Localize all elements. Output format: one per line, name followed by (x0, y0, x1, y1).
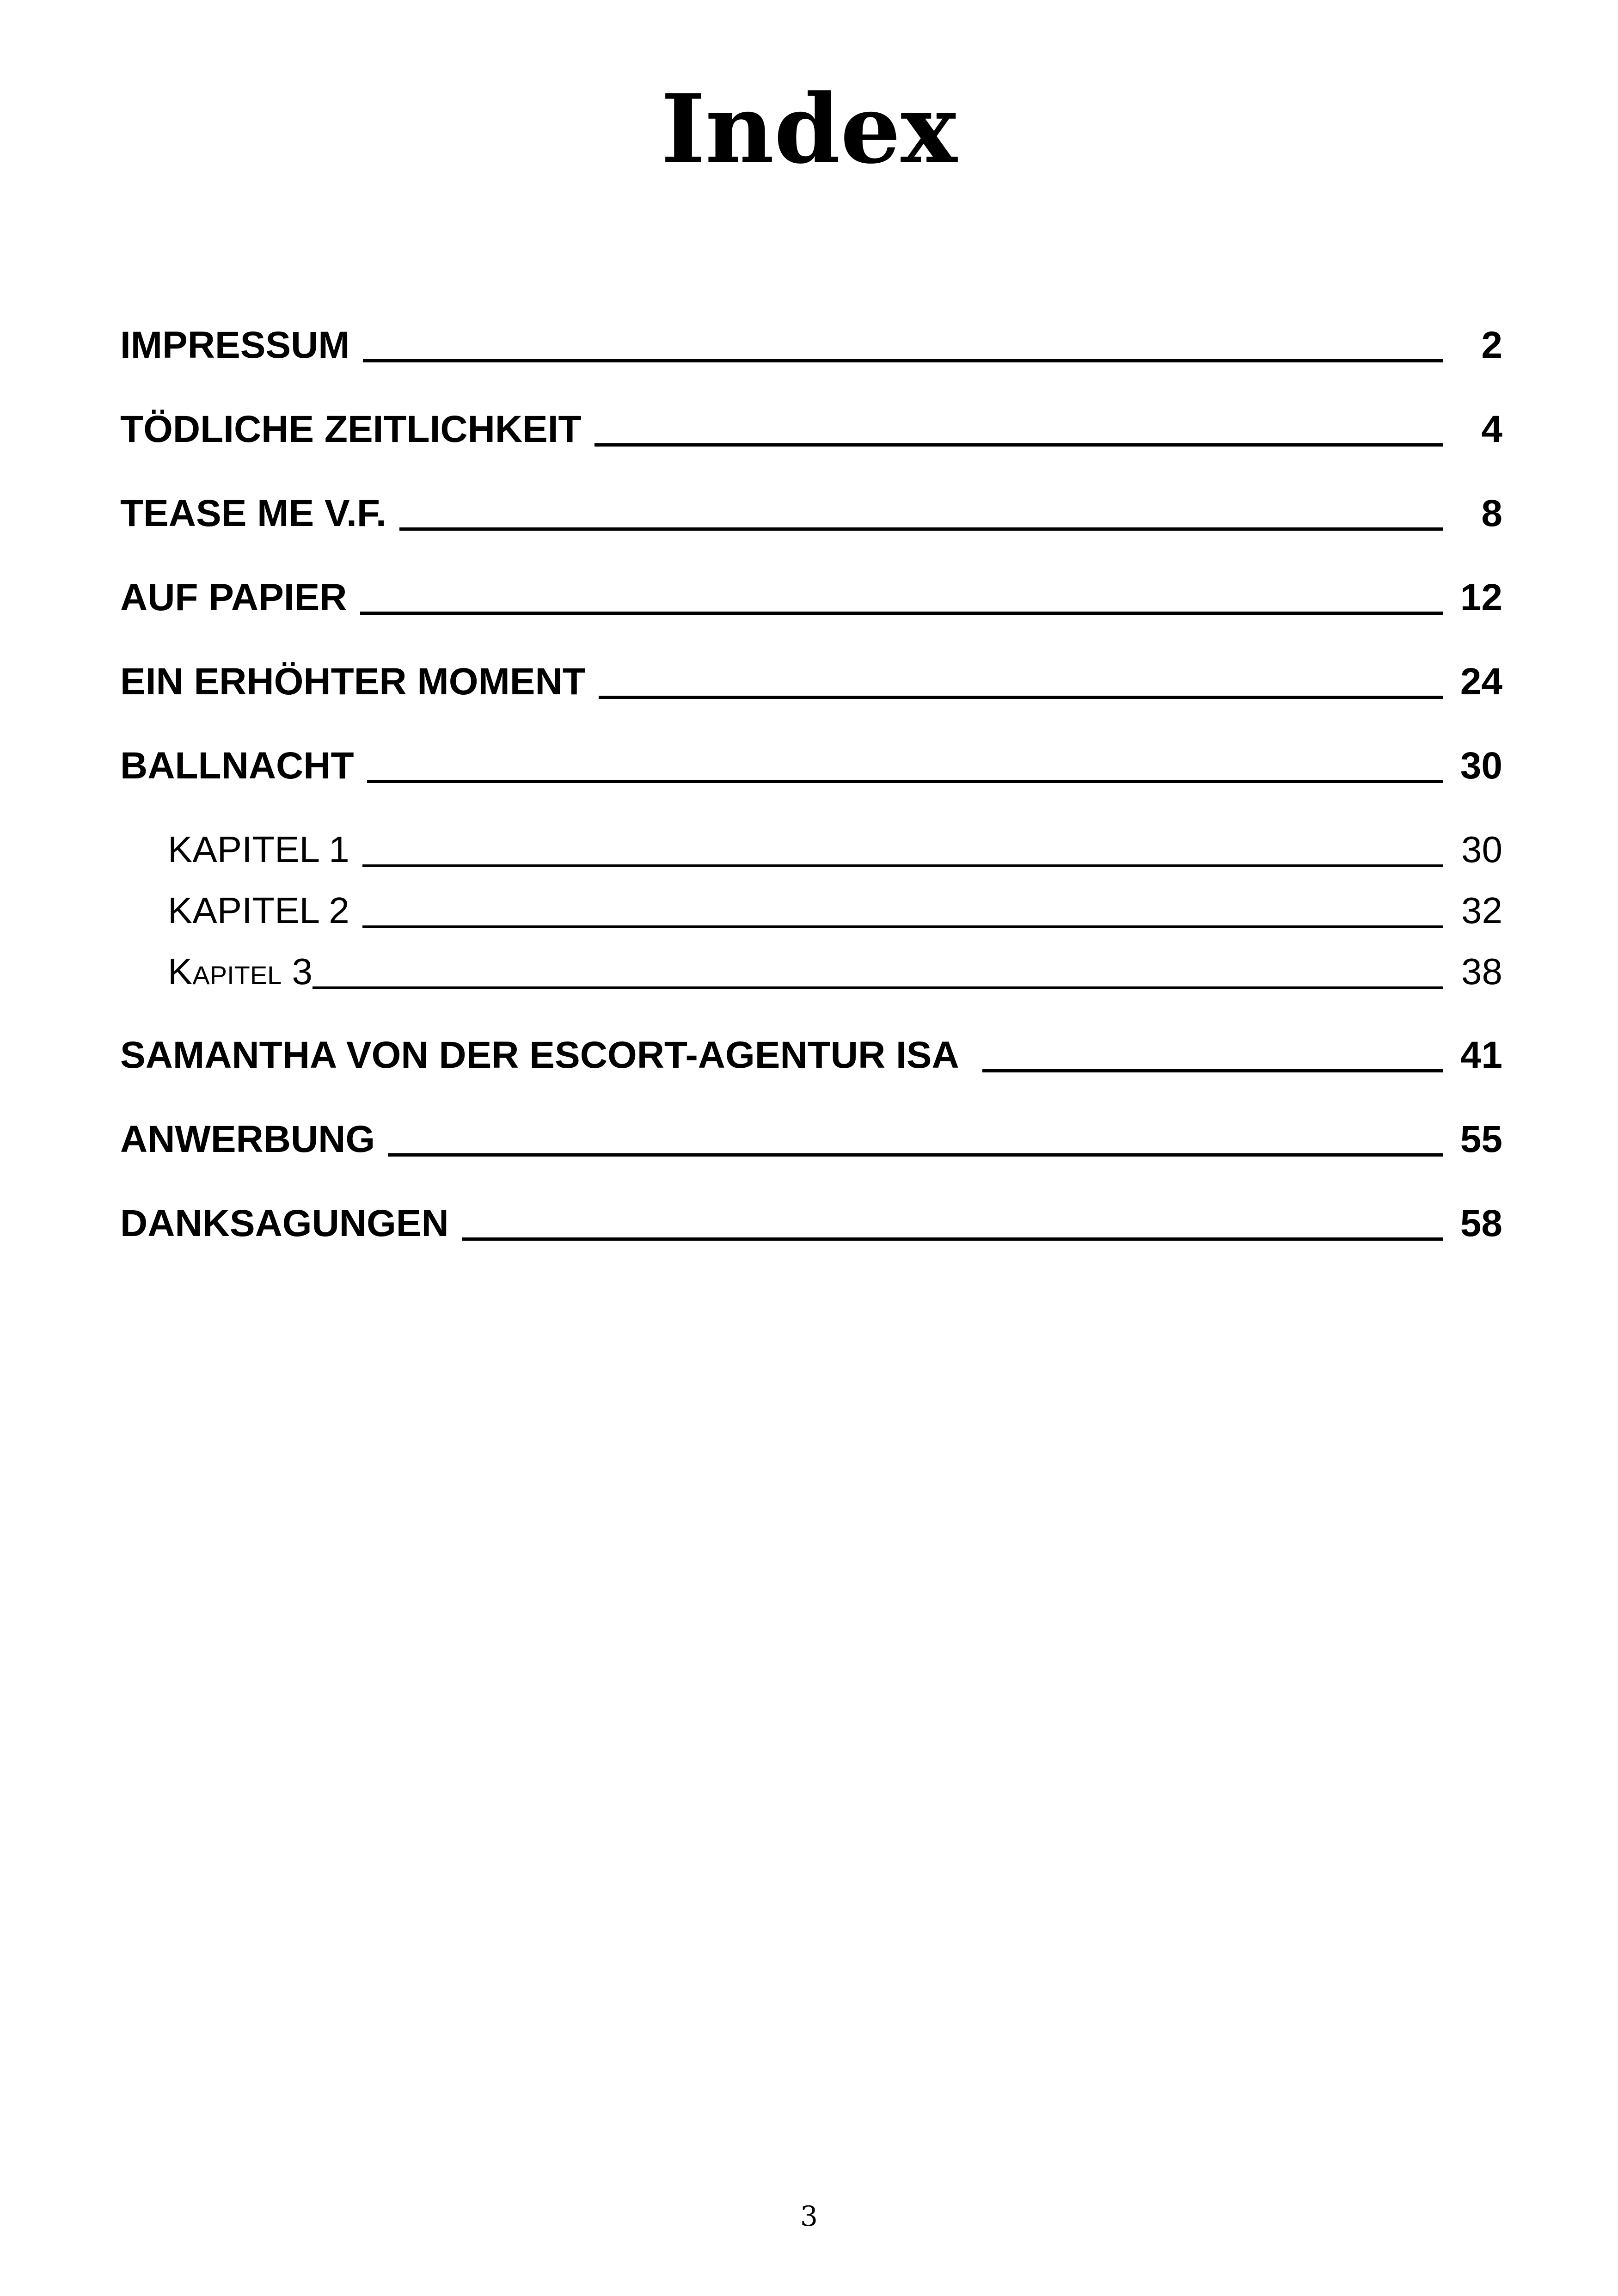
toc-entry-label: BALLNACHT (120, 745, 354, 787)
toc-entry[interactable] (120, 408, 1502, 459)
toc-leader-line (388, 1153, 1443, 1157)
toc-leader-line (362, 864, 1443, 867)
toc-subentry-label: KAPITEL 1 (168, 829, 349, 870)
page-title: Index (661, 74, 957, 185)
toc-entry[interactable] (120, 576, 1502, 627)
toc-entry-page: 2 (1481, 324, 1502, 366)
toc-entry[interactable] (120, 744, 1502, 795)
toc-entry-label: TÖDLICHE ZEITLICHKEIT (120, 408, 582, 450)
toc-leader-line (367, 780, 1443, 783)
toc-entry-label: TEASE ME V.F. (120, 492, 386, 534)
toc-leader-line (599, 696, 1443, 699)
toc-entry-page: 12 (1460, 576, 1502, 618)
toc-entry-page: 8 (1481, 492, 1502, 534)
toc-leader-line (982, 1069, 1443, 1072)
toc-leader-line (362, 925, 1443, 928)
toc-subentry[interactable] (120, 950, 1502, 1001)
toc-entry-label: SAMANTHA VON DER ESCORT-AGENTUR ISA (120, 1034, 959, 1076)
toc-entry-page: 55 (1460, 1118, 1502, 1160)
toc-entry-page: 4 (1481, 408, 1502, 450)
toc-entry[interactable] (120, 1202, 1502, 1253)
toc-entry-label: IMPRESSUM (120, 324, 350, 366)
toc-leader-line (594, 443, 1443, 447)
toc-entry-label: EIN ERHÖHTER MOMENT (120, 661, 586, 703)
toc-entry[interactable] (120, 492, 1502, 543)
toc-entry[interactable] (120, 1118, 1502, 1169)
toc-entry-label: DANKSAGUNGEN (120, 1202, 449, 1244)
toc-entry[interactable] (120, 660, 1502, 711)
toc-entry-page: 24 (1460, 661, 1502, 703)
toc-entry-page: 41 (1460, 1034, 1502, 1076)
toc-leader-line (363, 359, 1443, 362)
page-number: 3 (800, 2200, 818, 2233)
toc-subentry[interactable] (120, 889, 1502, 940)
toc-leader-line (313, 986, 1443, 989)
toc-subentry-page: 38 (1461, 951, 1502, 992)
toc-subentry-label: KAPITEL 2 (168, 890, 349, 931)
toc-leader-line (462, 1237, 1443, 1241)
toc-entry-page: 58 (1460, 1202, 1502, 1244)
toc-subentry[interactable] (120, 828, 1502, 879)
toc-leader-line (399, 527, 1443, 531)
toc-entry[interactable] (120, 1034, 1502, 1084)
toc-entry-label: AUF PAPIER (120, 576, 347, 618)
toc-leader-line (360, 612, 1443, 615)
toc-subentry-page: 30 (1461, 829, 1502, 870)
toc-entry-label: ANWERBUNG (120, 1118, 375, 1160)
toc-subentry-page: 32 (1461, 890, 1502, 931)
toc-entry[interactable] (120, 324, 1502, 374)
toc-subentry-label: Kapitel 3 (168, 951, 313, 992)
toc-entry-page: 30 (1460, 745, 1502, 787)
